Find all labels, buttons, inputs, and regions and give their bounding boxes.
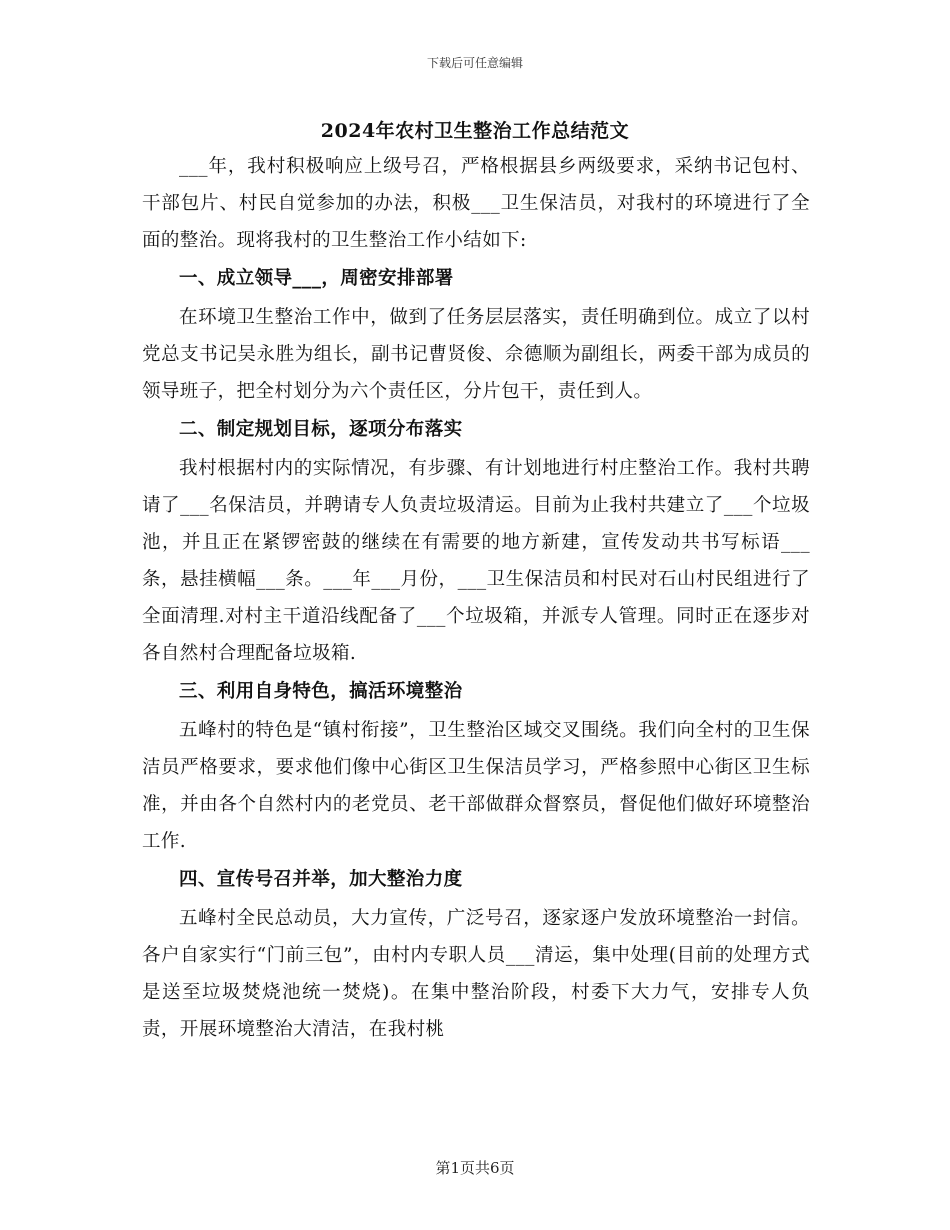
section-body-2: 我村根据村内的实际情况，有步骤、有计划地进行村庄整治工作。我村共聘请了___名保洁员，并聘请专人负责垃圾清运。目前为止我村共建立了___个垃圾池，并且正在紧锣密鼓的继续在有需要的地方新建，宣传发动共书写标语___条，悬挂横幅___条。___年___月份，___卫生保洁员和村民对石山村民组进行了全面清理.对村主干道沿线配备了___个垃圾箱，并派专人管理。同时正在逐步对各自然村合理配备垃圾箱. xyxy=(142,458,810,664)
intro-paragraph: ___年，我村积极响应上级号召，严格根据县乡两级要求，采纳书记包村、干部包片、村民自觉参加的办法，积极___卫生保洁员，对我村的环境进行了全面的整治。现将我村的卫生整治工作小结如下: xyxy=(142,156,810,251)
section-heading-4: 四、宣传号召并举，加大整治力度 xyxy=(179,869,463,890)
section-body-4: 五峰村全民总动员，大力宣传，广泛号召，逐家逐户发放环境整治一封信。各户自家实行“门前三包”，由村内专职人员___清运，集中处理(目前的处理方式是送至垃圾焚烧池统一焚烧)。在集中整治阶段，村委下大力气，安排专人负责，开展环境整治大清洁，在我村桃 xyxy=(142,908,810,1040)
document-body xyxy=(142,148,810,1048)
section-body-3: 五峰村的特色是“镇村衔接”，卫生整治区域交叉围绕。我们向全村的卫生保洁员严格要求，要求他们像中心街区卫生保洁员学习，严格参照中心街区卫生标准，并由各个自然村内的老党员、老干部做群众督察员，督促他们做好环境整治工作. xyxy=(142,720,810,852)
page-number-footer: 第1页共6页 xyxy=(435,1159,515,1177)
section-heading-3: 三、利用自身特色，搞活环境整治 xyxy=(179,681,463,702)
header-note: 下载后可任意编辑 xyxy=(426,56,523,70)
section-body-1: 在环境卫生整治工作中，做到了任务层层落实，责任明确到位。成立了以村党总支书记吴永胜为组长，副书记曹贤俊、佘德顺为副组长，两委干部为成员的领导班子，把全村划分为六个责任区，分片包干，责任到人。 xyxy=(142,307,810,402)
section-heading-1: 一、成立领导___，周密安排部署 xyxy=(179,268,454,289)
document-title: 2024年农村卫生整治工作总结范文 xyxy=(320,120,630,142)
section-heading-2: 二、制定规划目标，逐项分布落实 xyxy=(179,419,463,440)
